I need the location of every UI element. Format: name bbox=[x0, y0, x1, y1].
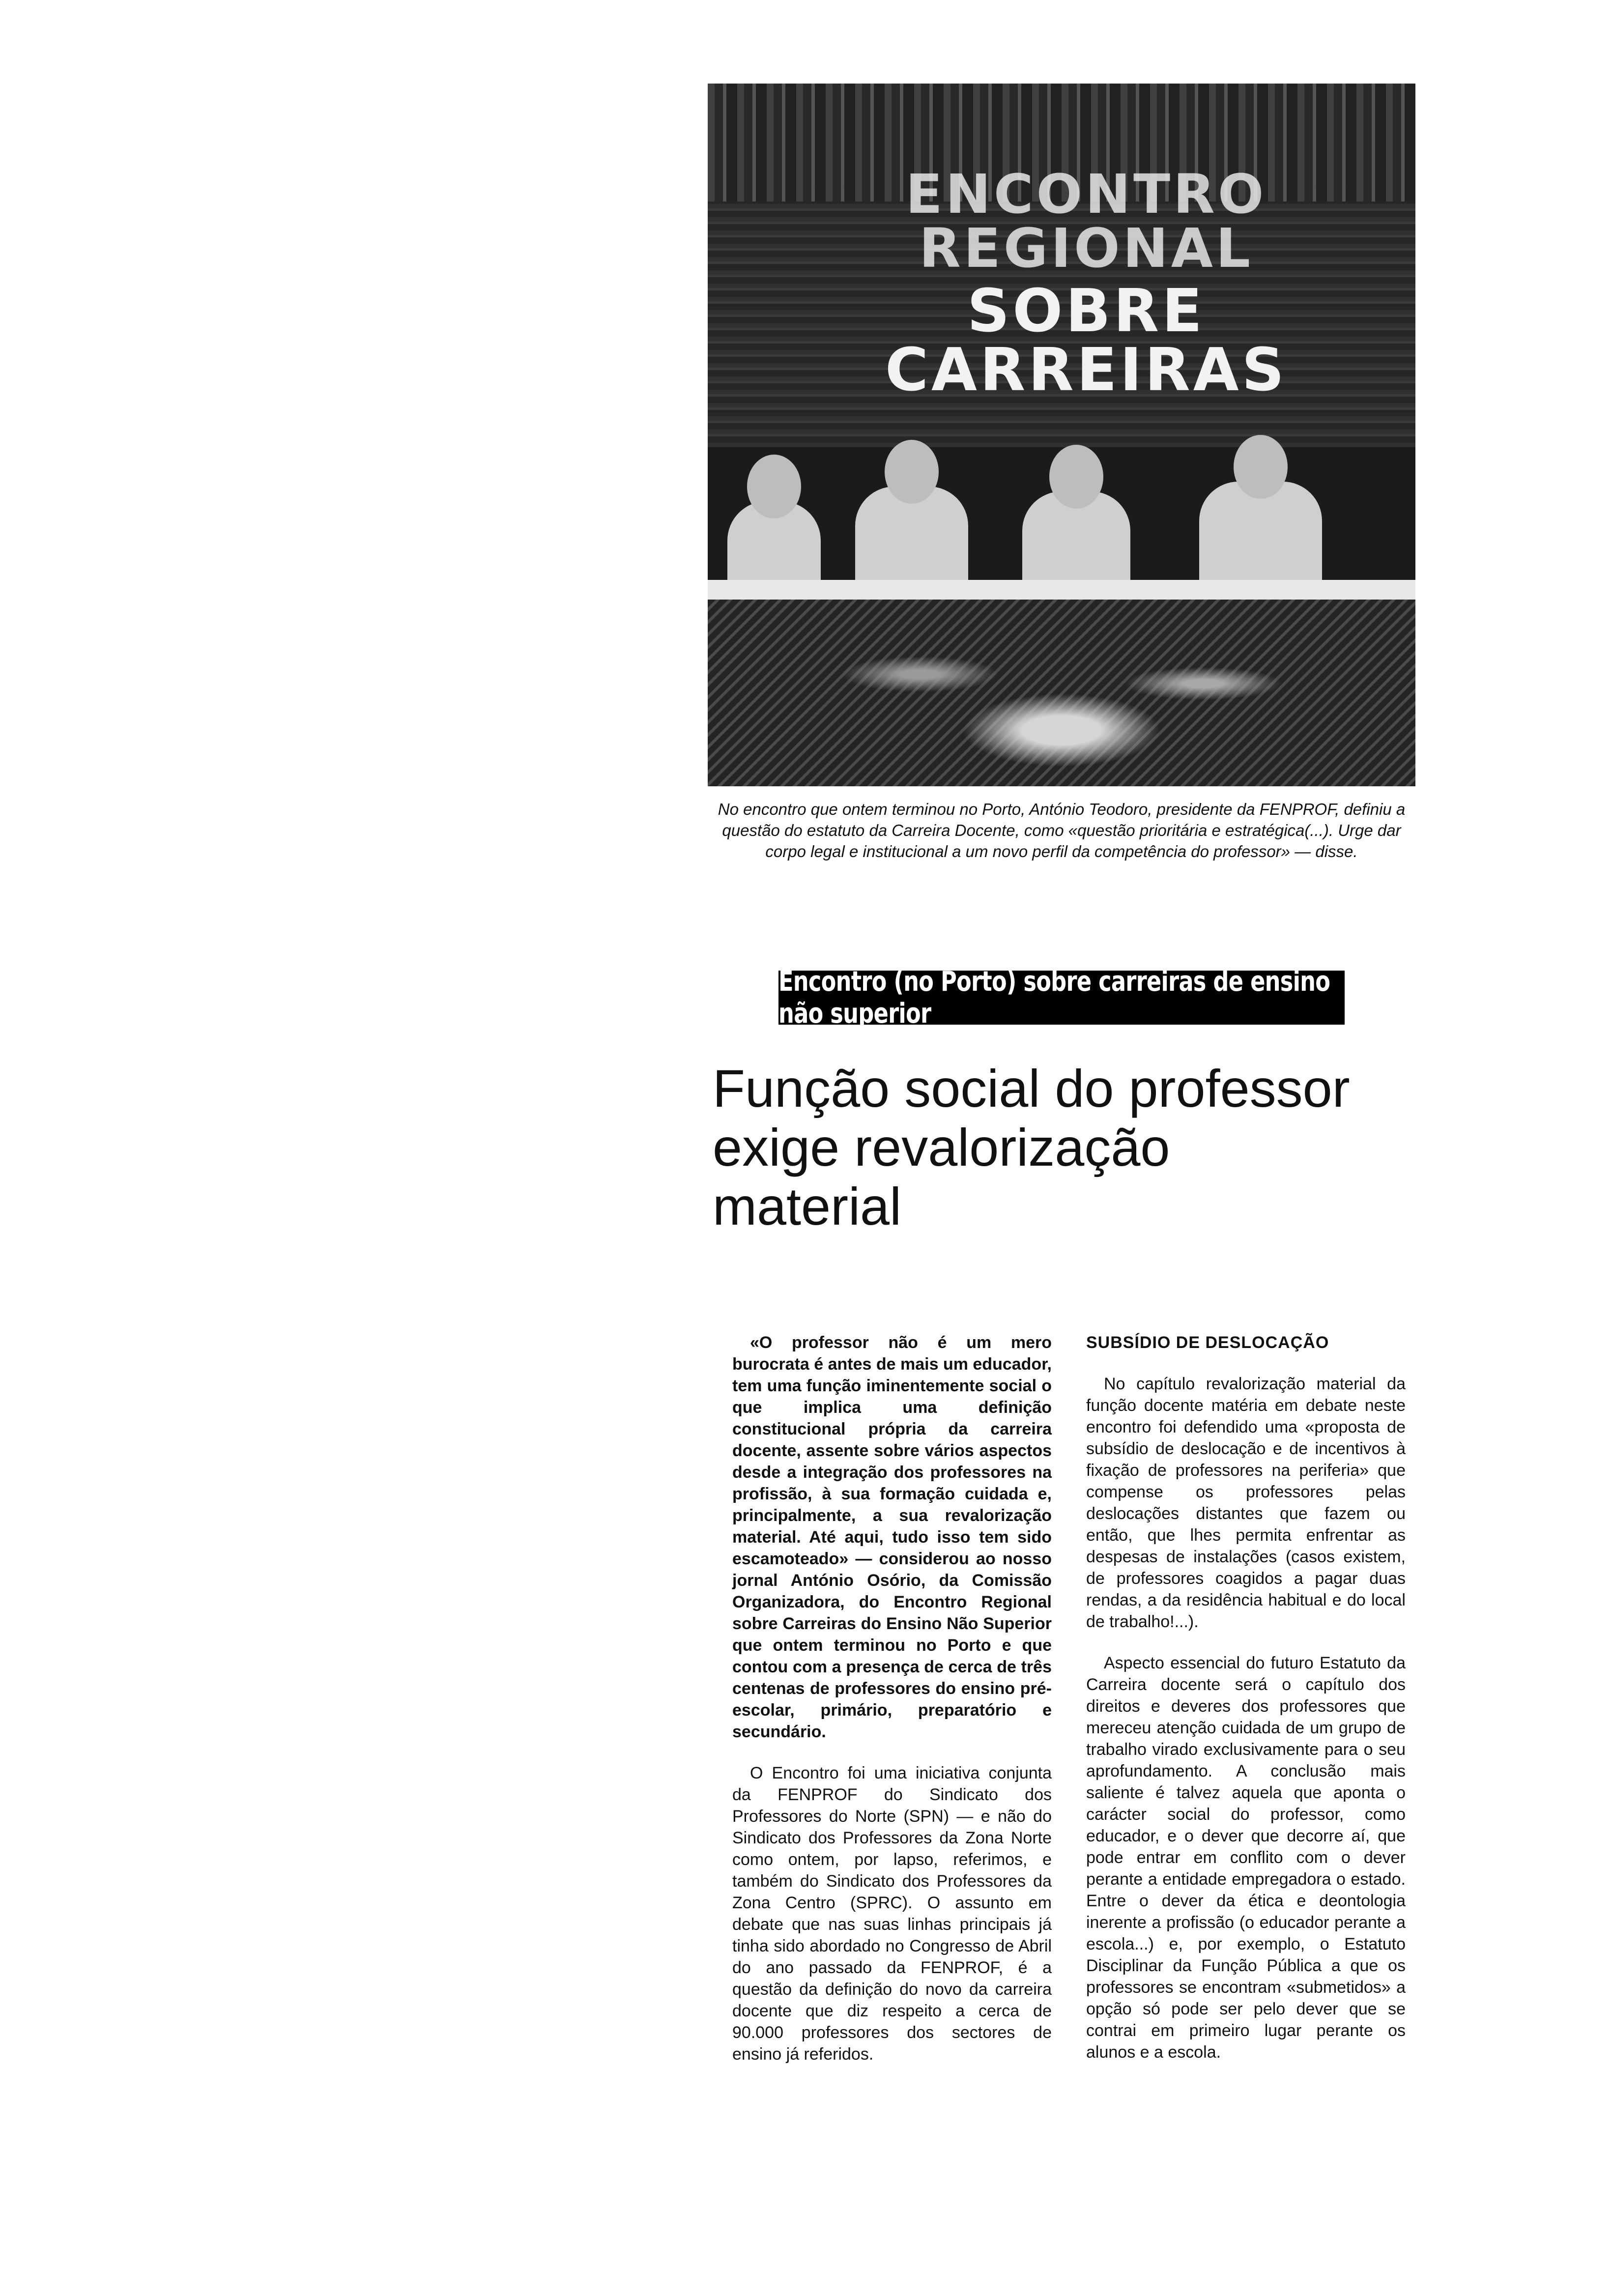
panel-speakers bbox=[708, 428, 1415, 585]
body-paragraph: No capítulo revalorização material da função docente matéria em debate neste encontro foi defendido uma «proposta de subsídio de deslocação e de incentivos à fixação de professores na periferia» que compense os professores pelas deslocações distantes que fazem ou então, que lhes permita enfrentar as despesas de instalações (casos existem, de professores coagidos a pagar duas rendas, a da residência habitual e do local de trabalho!...). bbox=[1086, 1375, 1406, 1631]
headline-line-3: material bbox=[713, 1177, 902, 1236]
speaker-figure bbox=[727, 501, 821, 585]
headline-line-2: exige revalorização bbox=[713, 1118, 1170, 1177]
speaker-figure bbox=[1022, 491, 1130, 585]
kicker-banner: Encontro (no Porto) sobre carreiras de ensino não superior bbox=[778, 971, 1345, 1025]
speaker-figure bbox=[855, 487, 968, 585]
speaker-figure bbox=[1199, 482, 1322, 585]
article-column-left bbox=[732, 1332, 1052, 2085]
banner-line-1: ENCONTRO REGIONAL bbox=[905, 163, 1267, 280]
photo-banner bbox=[835, 163, 1337, 404]
article-column-right bbox=[1086, 1332, 1406, 2083]
lead-paragraph: «O professor não é um mero burocrata é antes de mais um educador, tem uma função iminentemente social o que implica uma definição constitucional própria da carreira docente, assente sobre vários aspectos desde a integração dos professores na profissão, à sua formação cuidada e, principalmente, a sua revalorização material. Até aqui, tudo isso tem sido escamoteado» — considerou ao nosso jornal António Osório, da Comissão Organizadora, do Encontro Regional sobre Carreiras do Ensino Não Superior que ontem terminou no Porto e que contou com a presença de cerca de três centenas de professores do ensino pré-escolar, primário, preparatório e secundário. bbox=[732, 1333, 1052, 1741]
headline-line-1: Função social do professor bbox=[713, 1059, 1350, 1118]
body-paragraph: O Encontro foi uma iniciativa conjunta da FENPROF do Sindicato dos Professores do Norte (SPN) — e não do Sindicato dos Professores da Zona Norte como ontem, por lapso, referimos, e também do Sindicato dos Professores da Zona Centro (SPRC). O assunto em debate que nas suas linhas principais já tinha sido abordado no Congresso de Abril do ano passado da FENPROF, é a questão da definição do novo da carreira docente que diz respeito a cerca de 90.000 professores dos sectores de ensino já referidos. bbox=[732, 1764, 1052, 2064]
banner-line-2: SOBRE CARREIRAS bbox=[885, 277, 1288, 404]
article-headline bbox=[713, 1059, 1401, 1236]
flower-arrangement bbox=[708, 600, 1415, 786]
newspaper-clipping bbox=[703, 84, 1450, 2202]
event-photo bbox=[708, 84, 1415, 786]
section-subhead: SUBSÍDIO DE DESLOCAÇÃO bbox=[1086, 1333, 1329, 1352]
panel-table bbox=[708, 580, 1415, 600]
photo-caption: No encontro que ontem terminou no Porto, António Teodoro, presidente da FENPROF, definiu a questão do estatuto da Carreira Docente, como «questão prioritária e estratégica(...). Urge dar corpo legal e institucional a um novo perfil da competência do professor» — disse. bbox=[718, 800, 1406, 861]
body-paragraph: Aspecto essencial do futuro Estatuto da Carreira docente será o capítulo dos direitos e deveres dos professores que mereceu atenção cuidada de um grupo de trabalho virado exclusivamente para o seu aprofundamento. A conclusão mais saliente é talvez aquela que aponta o carácter social do professor, como educador, e o dever que decorre aí, que pode entrar em conflito com o dever perante a entidade empregadora o estado. Entre o dever da ética e deontologia inerente a profissão (o educador perante a escola...) e, por exemplo, o Estatuto Disciplinar da Função Pública a que os professores se encontram «submetidos» a opção só pode ser pelo dever que se contrai em primeiro lugar perante os alunos e a escola. bbox=[1086, 1654, 1406, 2062]
